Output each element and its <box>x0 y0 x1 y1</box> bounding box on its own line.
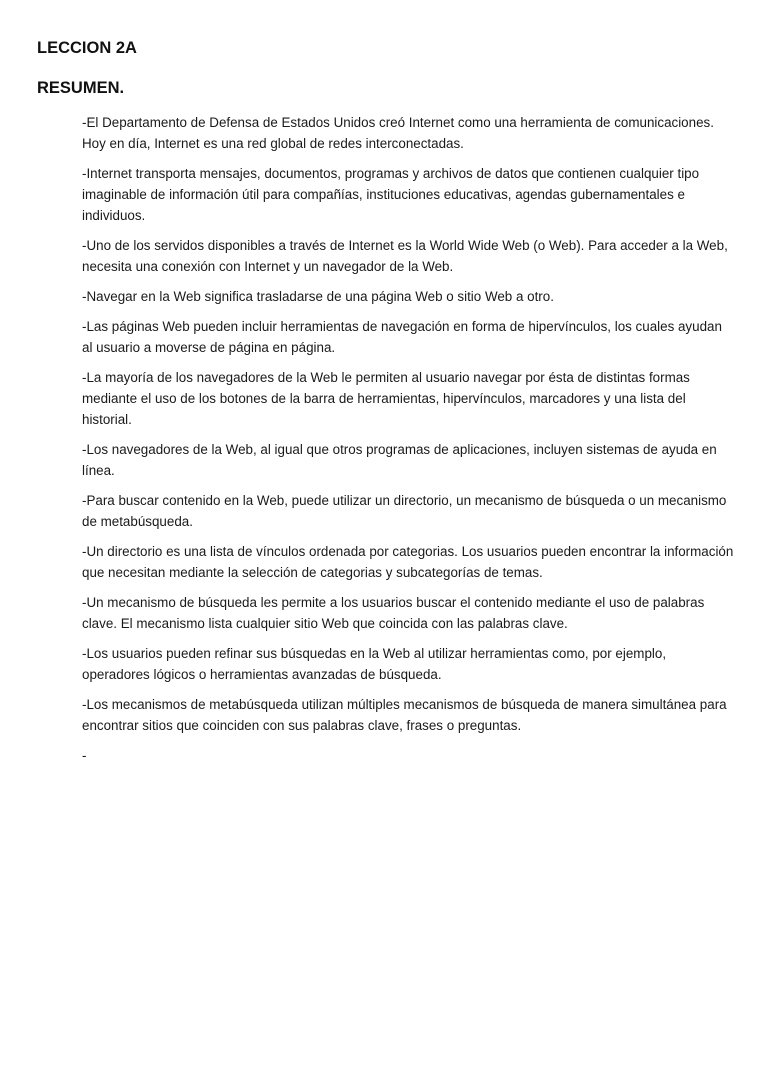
paragraph-12: -Los mecanismos de metabúsqueda utilizan múltiples mecanismos de búsqueda de manera simultánea para encontrar sitios que coinciden con sus palabras clave, frases o preguntas. <box>82 697 727 733</box>
summary-body <box>82 112 734 775</box>
paragraph-11: -Los usuarios pueden refinar sus búsquedas en la Web al utilizar herramientas como, por ejemplo, operadores lógicos o herramientas avanzadas de búsqueda. <box>82 646 667 682</box>
lesson-title: LECCION 2A <box>37 39 137 57</box>
paragraph-4: -Navegar en la Web significa trasladarse de una página Web o sitio Web a otro. <box>82 289 554 304</box>
paragraph-5: -Las páginas Web pueden incluir herramientas de navegación en forma de hipervínculos, los cuales ayudan al usuario a moverse de página en página. <box>82 319 722 355</box>
paragraph-1: -El Departamento de Defensa de Estados Unidos creó Internet como una herramienta de comunicaciones. Hoy en día, Internet es una red global de redes interconectadas. <box>82 115 714 151</box>
paragraph-8: -Para buscar contenido en la Web, puede utilizar un directorio, un mecanismo de búsqueda o un mecanismo de metabúsqueda. <box>82 493 727 529</box>
paragraph-7: -Los navegadores de la Web, al igual que otros programas de aplicaciones, incluyen sistemas de ayuda en línea. <box>82 442 717 478</box>
paragraph-10: -Un mecanismo de búsqueda les permite a los usuarios buscar el contenido mediante el uso de palabras clave. El mecanismo lista cualquier sitio Web que coincida con las palabras clave. <box>82 595 705 631</box>
summary-heading: RESUMEN. <box>37 79 125 97</box>
paragraph-3: -Uno de los servidos disponibles a través de Internet es la World Wide Web (o Web). Para acceder a la Web, necesita una conexión con Internet y un navegador de la Web. <box>82 238 728 274</box>
trailing-dash: - <box>82 748 87 763</box>
paragraph-2: -Internet transporta mensajes, documentos, programas y archivos de datos que contienen cualquier tipo imaginable de información útil para compañías, instituciones educativas, agendas gubernamentales e individuos. <box>82 166 700 223</box>
paragraph-6: -La mayoría de los navegadores de la Web le permiten al usuario navegar por ésta de distintas formas mediante el uso de los botones de la barra de herramientas, hipervínculos, marcadores y una lista del historial. <box>82 370 690 427</box>
paragraph-9: -Un directorio es una lista de vínculos ordenada por categorias. Los usuarios pueden encontrar la información que necesitan mediante la selección de categorias y subcategorías de temas. <box>82 544 734 580</box>
